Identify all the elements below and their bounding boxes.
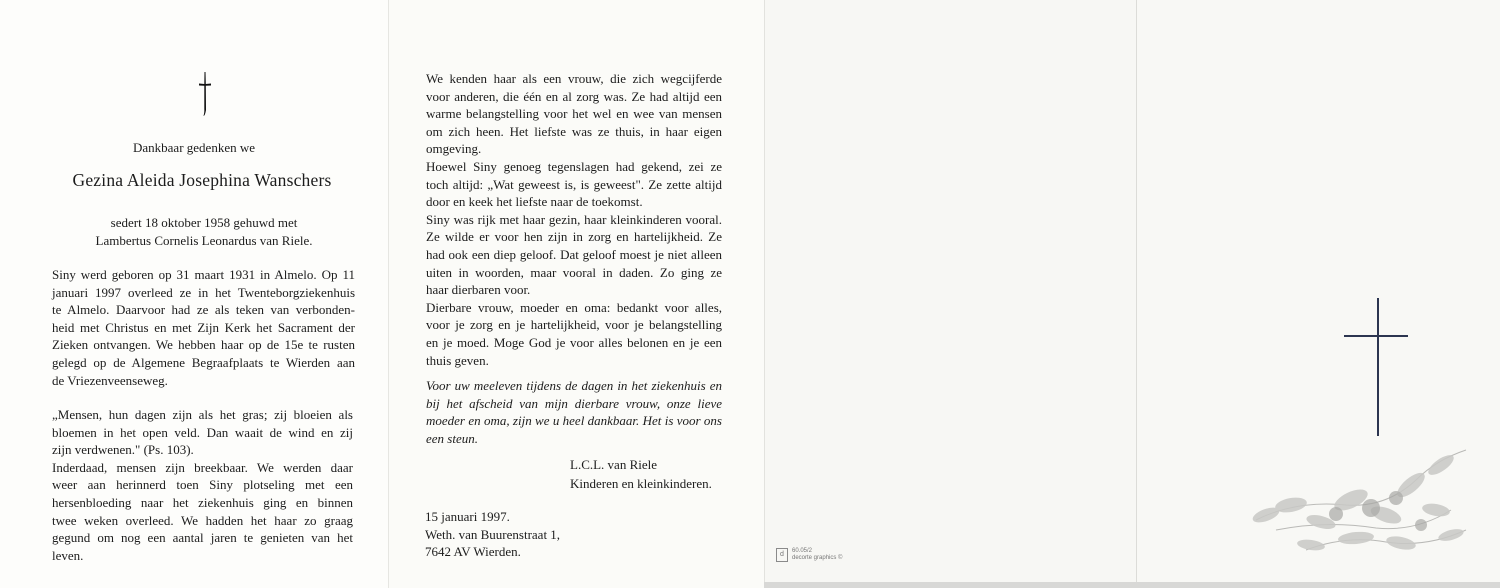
inner-blank-page bbox=[764, 0, 1137, 588]
text-line: leven. bbox=[52, 547, 84, 563]
text-line: thuis geven. bbox=[426, 352, 489, 368]
cross-icon bbox=[1344, 298, 1408, 438]
postal-address: 7642 AV Wierden. bbox=[425, 544, 521, 560]
text-line: heid met Christus en met Zijn Kerk het Sacrament der bbox=[52, 319, 355, 335]
text-line: voor anderen, die één en al zorg was. Ze had altijd een bbox=[426, 88, 722, 104]
text-line: te Almelo. Daarvoor had ze als teken van verbonden- bbox=[52, 302, 355, 318]
text-line: had ook een diep geloof. Dat geloof moest je niet alleen bbox=[426, 247, 722, 262]
logo-text bbox=[792, 548, 842, 562]
text-line: een steun. bbox=[426, 430, 478, 446]
text-line: Dierbare vrouw, moeder en oma: bedankt voor alles, bbox=[426, 299, 722, 315]
text-line: gelegd op de Algemene Begraafplaats te Wierden aan bbox=[52, 355, 355, 370]
marriage-info bbox=[60, 214, 348, 249]
text-line: We kenden haar als een vrouw, die zich wegcijferde bbox=[426, 71, 722, 86]
text-line: bij het afscheid van mijn dierbare vrouw, onze lieve bbox=[426, 395, 722, 411]
text-line: weer aan herinnerd toen Siny plotseling met een bbox=[52, 477, 353, 493]
signer-name: L.C.L. van Riele bbox=[570, 457, 658, 472]
memorial-heading: Dankbaar gedenken we bbox=[133, 140, 255, 155]
text-line: Siny werd geboren op 31 maart 1931 in Almelo. Op 11 bbox=[52, 267, 355, 282]
text-line: de Vriezenveenseweg. bbox=[52, 372, 168, 388]
street-address: Weth. van Buurenstraat 1, bbox=[425, 526, 561, 542]
text-line: uiten in woorden, maar vooral in daden. Zo ging ze bbox=[426, 264, 722, 280]
card-date: 15 januari 1997. bbox=[425, 509, 510, 524]
deceased-name: Gezina Aleida Josephina Wanschers bbox=[72, 170, 332, 190]
text-line: gegund om nog een aantal jaren te genieten van het bbox=[52, 530, 353, 546]
text-line: Voor uw meeleven tijdens de dagen in het ziekenhuis en bbox=[426, 378, 722, 393]
text-line: „Mensen, hun dagen zijn als het gras; zij bloeien als bbox=[52, 407, 353, 422]
signer-family: Kinderen en kleinkinderen. bbox=[570, 476, 712, 491]
cross-icon bbox=[196, 70, 214, 118]
text-line: toch altijd: „Wat geweest is, is geweest". Ze zette altijd bbox=[426, 176, 722, 192]
text-line: moeder en oma, zijn we u heel dankbaar. Het is voor ons bbox=[426, 413, 722, 429]
marriage-line: sedert 18 oktober 1958 gehuwd met bbox=[110, 215, 298, 230]
text-line: voor je zorg en je hartelijkheid, voor je belangstelling bbox=[426, 317, 722, 333]
text-line: warme belangstelling voor het wel en wee van mensen bbox=[426, 106, 722, 122]
text-line: bloemen in het open veld. Dan waait de wind en zij bbox=[52, 424, 353, 440]
signature-block bbox=[570, 455, 712, 493]
logo-code: 60.05/2 bbox=[792, 548, 813, 554]
text-line: om zich heen. Het liefste was ze thuis, in haar eigen bbox=[426, 123, 722, 139]
text-line: zijn verdwenen." (Ps. 103). bbox=[52, 442, 194, 458]
text-line: omgeving. bbox=[426, 141, 482, 157]
spouse-name: Lambertus Cornelis Leonardus van Riele. bbox=[95, 232, 313, 248]
printer-logo bbox=[776, 548, 842, 562]
text-line: Zieken ontvangen. We hebben haar op de 15e te rusten bbox=[52, 337, 355, 353]
text-line: Ze wilde er voor hen zijn in zorg en hartelijkheid. Ze bbox=[426, 229, 722, 245]
text-line: hersenbloeding naar het ziekenhuis ging en binnen bbox=[52, 495, 353, 510]
address-block bbox=[425, 508, 560, 561]
text-line: twee weken overleed. We hadden het haar zo graag bbox=[52, 512, 353, 528]
text-line: en je moed. Moge God je voor alles belonen en je een bbox=[426, 335, 722, 350]
text-line: Siny was rijk met haar gezin, haar kleinkinderen vooral. bbox=[426, 211, 722, 227]
text-line: Inderdaad, mensen zijn breekbaar. We werden daar bbox=[52, 459, 353, 475]
text-line: haar dierbaren voor. bbox=[426, 282, 531, 298]
text-line: januari 1997 overleed ze in het Twenteborgziekenhuis bbox=[52, 284, 355, 300]
left-page bbox=[0, 0, 388, 588]
text-line: door en keek het liefste naar de toekomst. bbox=[426, 194, 643, 210]
text-line: Hoewel Siny genoeg tegenslagen had gekend, zei ze bbox=[426, 159, 722, 174]
page-shadow bbox=[764, 582, 1500, 588]
logo-mark-icon: d bbox=[776, 548, 788, 562]
logo-brand: decorte graphics © bbox=[792, 555, 843, 561]
